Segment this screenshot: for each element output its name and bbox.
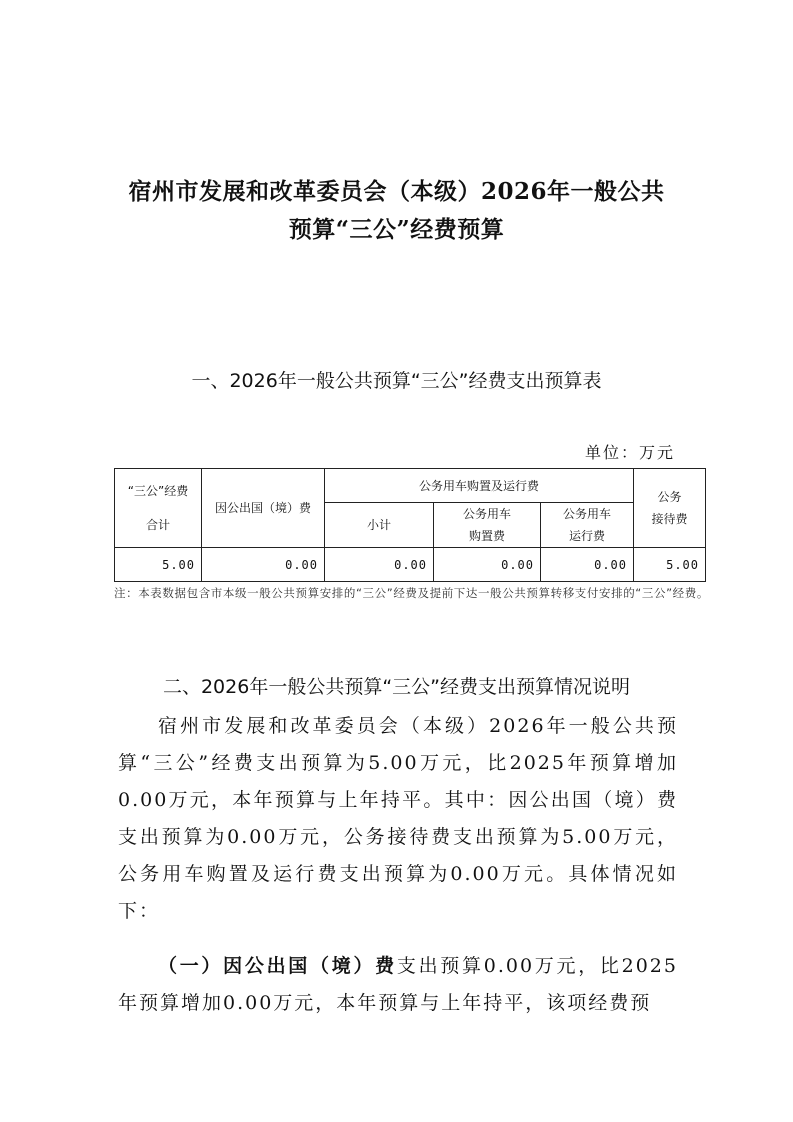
table-note: 注：本表数据包含市本级一般公共预算安排的“三公”经费及提前下达一般公共预算转移支付安排的“三公”经费。 [114,586,709,600]
header-abroad: 因公出国（境）费 [202,469,325,548]
header-vehicle-subtotal: 小计 [325,503,434,548]
header-vehicle-purchase-line1: 公务用车 [462,507,511,521]
document-title-line2: 预算“三公”经费预算 [288,216,505,243]
cell-vehicle-purchase: 0.00 [434,548,541,582]
header-vehicle-purchase-line2: 购置费 [468,529,505,543]
unit-label: 单位：万元 [584,443,675,462]
header-vehicle-operation-line2: 运行费 [569,529,606,543]
section2-heading: 二、2026年一般公共预算“三公”经费支出预算情况说明 [162,676,631,698]
cell-vehicle-operation: 0.00 [541,548,634,582]
header-vehicle-operation [541,503,634,548]
header-reception-line1: 公务 [657,490,682,504]
cell-total: 5.00 [115,548,202,582]
header-vehicle-operation-line1: 公务用车 [563,507,612,521]
cell-abroad: 0.00 [202,548,325,582]
paragraph2-lead: （一）因公出国（境）费 [158,955,397,977]
header-vehicle-purchase [434,503,541,548]
section1-heading: 一、2026年一般公共预算“三公”经费支出预算表 [191,370,602,392]
header-total-line1: “三公”经费 [127,484,189,498]
three-public-expense-table [114,468,706,582]
cell-vehicle-subtotal: 0.00 [325,548,434,582]
header-total-line2: 合计 [145,518,170,532]
header-total [115,469,202,548]
header-vehicle: 公务用车购置及运行费 [325,469,634,503]
section2-paragraph2 [118,948,678,1022]
paragraph2-text: 支出预算0.00万元，比2025年预算增加0.00万元，本年预算与上年持平，该项经费预 [118,955,678,1014]
section2-paragraph1: 宿州市发展和改革委员会（本级）2026年一般公共预算“三公”经费支出预算为5.00万元，比2025年预算增加0.00万元，本年预算与上年持平。其中：因公出国（境）费支出预算为0.00万元，公务接待费支出预算为5.00万元，公务用车购置及运行费支出预算为0.00万元。具体情况如下： [118,715,678,922]
table-row [115,548,706,582]
cell-reception: 5.00 [634,548,706,582]
document-title-line1: 宿州市发展和改革委员会（本级）2026年一般公共 [128,178,665,205]
header-reception [634,469,706,548]
header-reception-line2: 接待费 [651,512,688,526]
